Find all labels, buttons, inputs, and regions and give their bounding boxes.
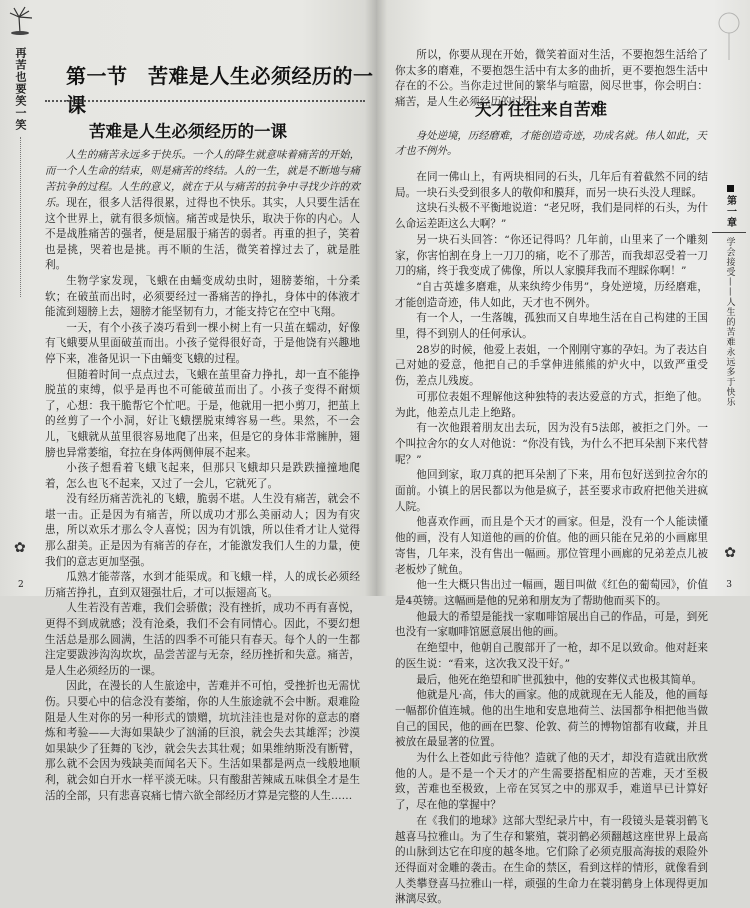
article-intro: 身处逆境，历经磨难，才能创造奇迹，功成名就。伟人如此，天才也不例外。 (395, 130, 707, 157)
left-body (45, 196, 360, 804)
paragraph: 一天，有个小孩子凑巧看到一棵小树上有一只茧在蠕动，好像有飞蛾要从里面破茧而出。小孩子觉得很好奇，于是他饶有兴趣地停下来，准备见识一下由蛹变飞蛾的过程。 (45, 321, 360, 365)
paragraph: 他喜欢作画，而且是个天才的画家。但是，没有一个人能读懂他的画，没有人知道他的画的价值。他的画只能在兄弟的小画廊里寄售，几年来，没有售出一幅画。那位管理小画廊的兄弟差点儿被老板炒了鱿鱼。 (395, 516, 708, 576)
paragraph: 生物学家发现，飞蛾在由蛹变成幼虫时，翅膀萎缩，十分柔软；在破茧而出时，必须要经过一番痛苦的挣扎，身体中的体液才能流到翅膀上去，翅膀才能坚韧有力，才能支持它在空中飞翔。 (45, 274, 360, 319)
section-title: 第一节 苦难是人生必须经历的一课 (66, 64, 374, 117)
paragraph: 他就是凡·高，伟大的画家。他的成就现在无人能及，他的画每一幅都价值连城。他的出生地和安息地荷兰、法国都争相把他当做自己的国民，他的画在巴黎、伦敦、荷兰的博物馆都有收藏，并且被放在最显著的位置。 (395, 689, 708, 749)
paragraph: 为什么上苍如此亏待他？造就了他的天才，却没有造就出欣赏他的人。是不是一个天才的产生需要搭配相应的苦难，天才至极致，苦难也至极致，上帝在冥冥之中的那双手，难道早已计算好了，尽在他的掌握中？ (395, 752, 708, 812)
article-title: 苦难是人生必须经历的一课 (89, 122, 287, 141)
left-side-tab (4, 5, 36, 297)
paragraph: 最后，他死在绝望和旷世孤独中，他的安葬仪式也极其简单。 (416, 673, 703, 686)
paragraph: 有一次他跟着朋友出去玩，因为没有5法郎，被拒之门外。一个叫拉舍尔的女人对他说：“你没有钱，为什么不把耳朵割下来代替呢？” (395, 422, 708, 466)
right-body (395, 170, 708, 908)
paragraph: 因此，在漫长的人生旅途中，苦难并不可怕，受挫折也无需忧伤。只要心中的信念没有萎缩，你的人生旅途就不会中断。艰难险阻是人生对你的另一种形式的馈赠，坑坑洼洼也是对你的意志的磨炼和考验——大海如果缺少了汹涌的巨浪，就会失去其雄浑；沙漠如果缺少了狂舞的飞沙，就会失去其壮观；如果维纳斯没有断臂，那么就不会因为残缺美而闻名天下。生活如果都是两点一线般地顺利，就会如白开水一样平淡无味。只有酸甜苦辣咸五味俱全才是生活的全部，只有悲喜哀痛七情六欲全部经历才算是完整的人生…… (45, 680, 360, 802)
paragraph: 可那位表姐不理解他这种独特的表达爱意的方式，拒绝了他。为此，他差点儿走上绝路。 (395, 390, 708, 419)
article-intro: 人生的痛苦永远多于快乐。一个人的降生就意味着痛苦的开始，而一个人生命的结束，则是痛苦的终结。人的一生，就是不断地与痛苦抗争的过程。人生的意义，就在于从与痛苦的抗争中寻找少许的欢乐。 (45, 149, 360, 209)
paragraph: 他最大的希望是能找一家咖啡馆展出自己的作品，可是，到死也没有一家咖啡馆愿意展出他的画。 (395, 610, 708, 639)
paragraph: 小孩子想看着飞蛾飞起来，但那只飞蛾却只是跌跌撞撞地爬着，怎么也飞不起来，又过了一会儿，它就死了。 (45, 462, 360, 490)
flower-ornament-icon: ✿ (724, 545, 736, 561)
left-page (0, 0, 376, 802)
paragraph: “自古英雄多磨难，从来纨绔少伟男”，身处逆境，历经磨难，才能创造奇迹，伟人如此，天才也不例外。 (395, 280, 708, 309)
paragraph: 28岁的时候，他爱上表姐，一个刚刚守寡的孕妇。为了表达自己对她的爱意，他把自己的手掌伸进熊熊的炉火中，以致严重受伤，差点儿残废。 (395, 343, 708, 388)
paragraph: 但随着时间一点点过去，飞蛾在茧里奋力挣扎，却一直不能挣脱茧的束缚，似乎是再也不可能破茧而出了。小孩子变得不耐烦了，心想：我干脆帮它个忙吧。于是，他就用一把小剪刀，把茧上的丝剪了一个小洞，好让飞蛾摆脱束缚容易一些。果然，不一会儿，飞蛾就从茧里很容易地爬了出来，但是它的身体非常臃肿，翅膀也异常萎缩，耷拉在身体两侧伸展不起来。 (45, 368, 360, 459)
paragraph: 现在，很多人活得很累，过得也不快乐。其实，人只要生活在这个世界上，就有很多烦恼。痛苦或是快乐，取决于你的内心。人不是战胜痛苦的强者，便是屈服于痛苦的弱者。再重的担子，笑着也是挑，哭着也是挑。再不顺的生活，微笑着撑过去了，就是胜利。 (45, 197, 360, 272)
paragraph: 人生若没有苦难，我们会骄傲；没有挫折，成功不再有喜悦，更得不到成就感；没有沧桑，我们不会有同情心。因此，不要幻想生活总是那么圆满，生活的四季不可能只有春天。每个人的一生都注定要跋涉沟沟坎坎，品尝苦涩与无奈，经历挫折和失意。痛苦，是人生必须经历的一课。 (45, 602, 360, 677)
paragraph: 他一生大概只售出过一幅画，题目叫做《红色的葡萄园》，价值是4英镑。这幅画是他的兄弟和朋友为了帮助他而买下的。 (395, 579, 708, 607)
page-number: 2 (18, 580, 24, 590)
paragraph: 所以，你要从现在开始，微笑着面对生活，不要抱怨生活给了你太多的磨难，不要抱怨生活中有太多的曲折，更不要抱怨生活中存在的不公。当你走过世间的繁华与喧嚣，阅尽世事，你会明白：痛苦，是人生必须经历的过程！ (395, 49, 708, 108)
paragraph: 瓜熟才能蒂落，水到才能渠成。和飞蛾一样，人的成长必须经历痛苦挣扎，直到双翅强壮后，才可以振翅高飞。 (45, 571, 360, 599)
dotted-rule (45, 100, 365, 102)
palm-tree-icon (5, 5, 35, 35)
page-number: 3 (726, 580, 732, 590)
book-title-vertical: 再苦也要笑一笑 (14, 47, 27, 131)
chapter-rule (712, 232, 746, 233)
paragraph: 有一个人，一生落魄，孤独而又自卑地生活在自己构建的王国里，得不到别人的任何承认。 (395, 312, 708, 341)
paragraph: 没有经历痛苦洗礼的飞蛾，脆弱不堪。人生没有痛苦，就会不堪一击。正是因为有痛苦，所以成功才那么美丽动人；因为有灾患，所以欢乐才那么令人喜悦；因为有饥饿，所以佳肴才让人觉得那么甜美。正是因为有痛苦的存在，才能激发我们人生的力量，使我们的意志更加坚强。 (45, 493, 360, 568)
paragraph: 在《我们的地球》这部大型纪录片中，有一段镜头是蓑羽鹤飞越喜马拉雅山。为了生存和繁殖，蓑羽鹤必须翻越这座世界上最高的山脉到达它在印度的越冬地。它们除了必须克服高海拔的艰险外还得面对金雕的袭击。在生命的禁区，看到这样的情形，就像看到人类攀登喜马拉雅山一样，顽强的生命力在蓑羽鹤身上体现得更加淋漓尽致。 (395, 814, 708, 906)
chapter-marker-icon (727, 185, 734, 192)
chapter-label: 第一章 (724, 195, 736, 228)
right-page (376, 0, 750, 906)
paragraph: 在同一佛山上，有两块相同的石头，几年后有着截然不同的结局。一块石头受到很多人的敬仰和膜拜，而另一块石头没人理睬。 (395, 171, 708, 199)
flower-ornament-icon: ✿ (14, 540, 26, 556)
chapter-title-vertical: 学会接受——人生的苦难永远多于快乐 (724, 237, 735, 407)
paragraph: 他回到家，取刀真的把耳朵割了下来，用布包好送到拉舍尔的面前。小镇上的居民都以为他是疯子，甚至要求市政府把他关进疯人院。 (395, 469, 708, 513)
dotted-divider (20, 137, 21, 297)
ornament-icon (714, 5, 744, 65)
paragraph: 在绝望中，他朝自己腹部开了一枪，却不足以致命。他对赶来的医生说：“看来，这次我又没干好。” (395, 642, 708, 670)
article-title: 天才往往来自苦难 (475, 100, 607, 119)
paragraph: 另一块石头回答：“你还记得吗？几年前，山里来了一个雕刻家，你害怕割在身上一刀刀的痛，吃不了那苦，而我却忍受着一刀刀的痛，终于我变成了佛像，所以人家膜拜我而不理睬你啊！” (395, 233, 708, 278)
paragraph: 这块石头极不平衡地说道：“老兄呀，我们是同样的石头，为什么命运差距这么大啊？” (395, 202, 708, 231)
chapter-side-tab (716, 185, 744, 407)
